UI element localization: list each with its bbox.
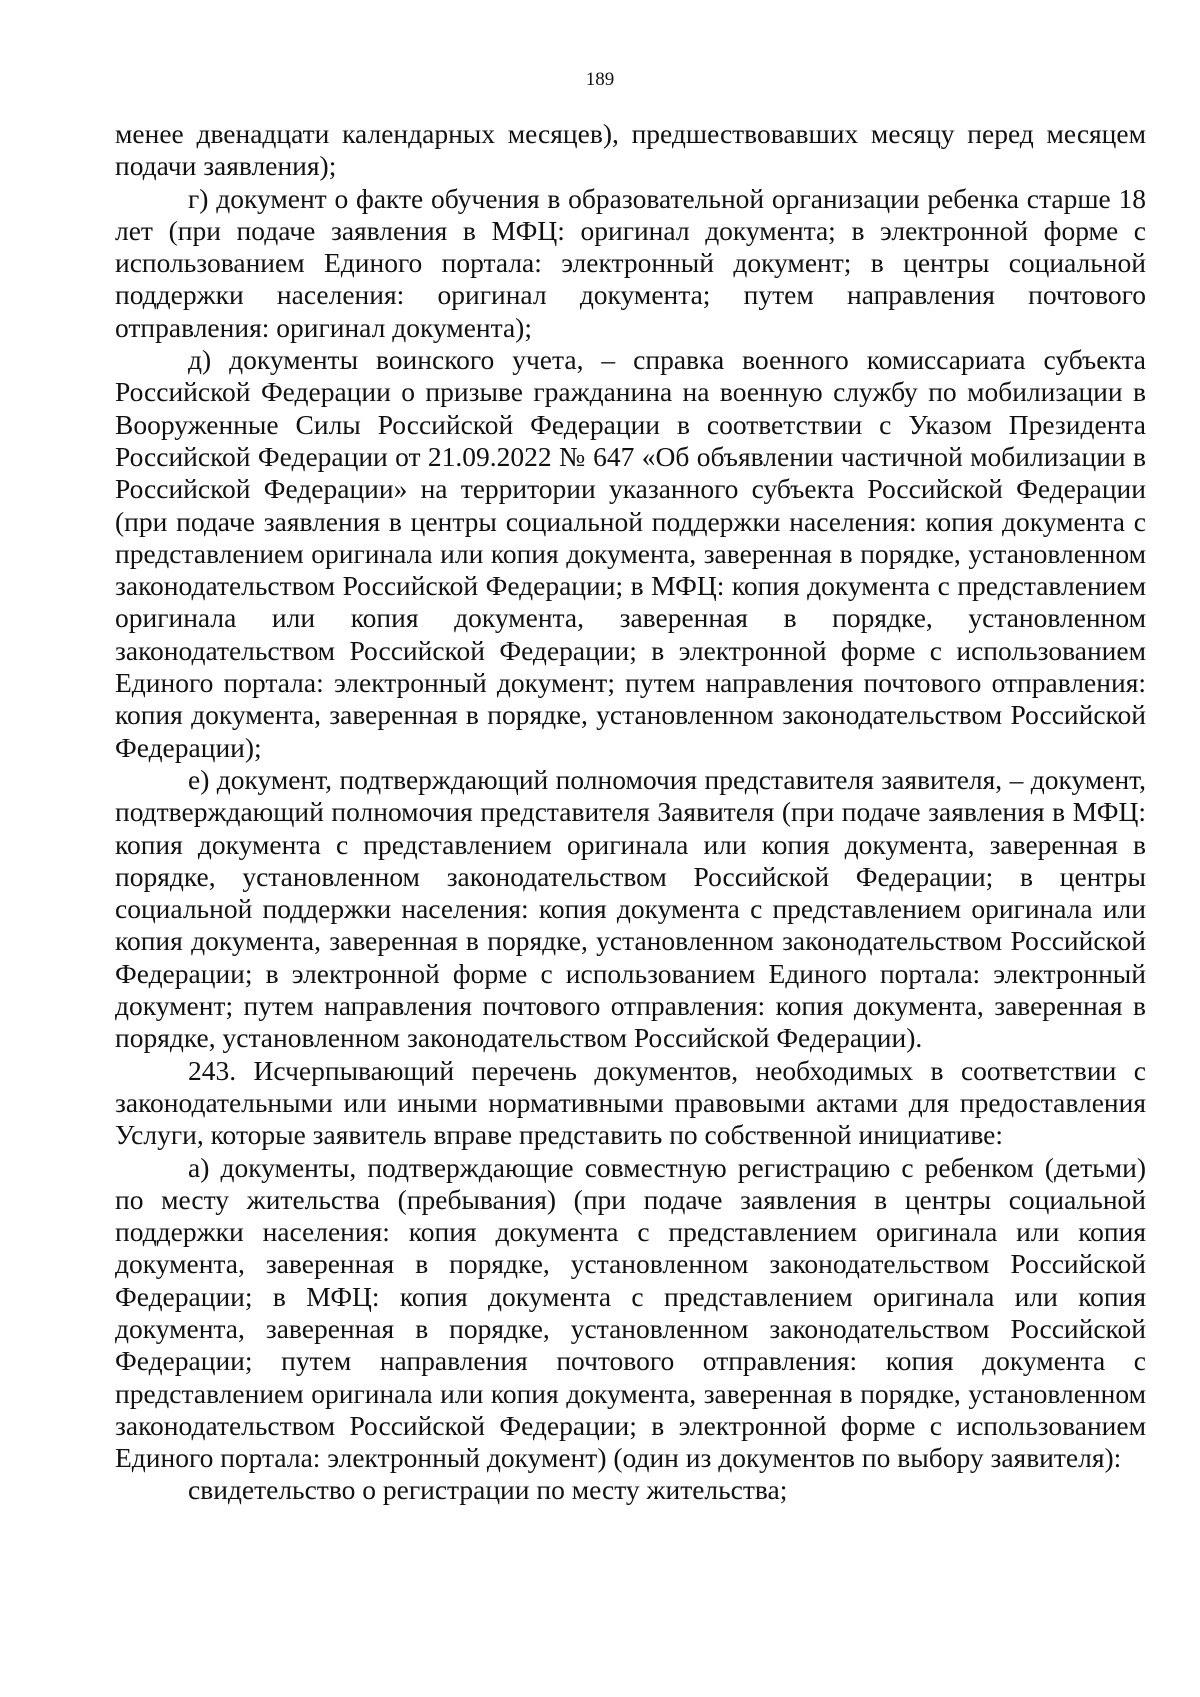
paragraph-list-entry: свидетельство о регистрации по месту жительства; xyxy=(188,1474,788,1506)
paragraph-continuation: менее двенадцати календарных месяцев), предшествовавших месяцу перед месяцем подачи заявления); xyxy=(115,118,1146,182)
document-body xyxy=(115,118,1146,1507)
paragraph-item-a: а) документы, подтверждающие совместную регистрацию с ребенком (детьми) по месту жительства (пребывания) (при подаче заявления в центры социальной поддержки населения: копия документа с представлением оригинала или копия документа, заверенная в порядке, установленном законодательством Российской Федерации; в МФЦ: копия документа с представлением оригинала или копия документа, заверенная в порядке, установленном законодательством Российской Федерации; путем направления почтового отправления: копия документа с представлением оригинала или копия документа, заверенная в порядке, установленном законодательством Российской Федерации; в электронной форме с использованием Единого портала: электронный документ) (один из документов по выбору заявителя): xyxy=(115,1151,1146,1474)
paragraph-item-d: д) документы воинского учета, – справка военного комиссариата субъекта Российской Федерации о призыве гражданина на военную службу по мобилизации в Вооруженные Силы Российской Федерации в соответствии с Указом Президента Российской Федерации от 21.09.2022 № 647 «Об объявлении частичной мобилизации в Российской Федерации» на территории указанного субъекта Российской Федерации (при подаче заявления в центры социальной поддержки населения: копия документа с представлением оригинала или копия документа, заверенная в порядке, установленном законодательством Российской Федерации; в МФЦ: копия документа с представлением оригинала или копия документа, заверенная в порядке, установленном законодательством Российской Федерации; в электронной форме с использованием Единого портала: электронный документ; путем направления почтового отправления: копия документа, заверенная в порядке, установленном законодательством Российской Федерации); xyxy=(115,344,1146,763)
paragraph-item-e: е) документ, подтверждающий полномочия представителя заявителя, – документ, подтверждающий полномочия представителя Заявителя (при подаче заявления в МФЦ: копия документа с представлением оригинала или копия документа, заверенная в порядке, установленном законодательством Российской Федерации; в центры социальной поддержки населения: копия документа с представлением оригинала или копия документа, заверенная в порядке, установленном законодательством Российской Федерации; в электронной форме с использованием Единого портала: электронный документ; путем направления почтового отправления: копия документа, заверенная в порядке, установленном законодательством Российской Федерации). xyxy=(115,763,1146,1054)
paragraph-item-g: г) документ о факте обучения в образовательной организации ребенка старше 18 лет (при подаче заявления в МФЦ: оригинал документа; в электронной форме с использованием Единого портала: электронный документ; в центры социальной поддержки населения: оригинал документа; путем направления почтового отправления: оригинал документа); xyxy=(115,182,1146,343)
page-number: 189 xyxy=(585,69,615,90)
paragraph-clause-243: 243. Исчерпывающий перечень документов, необходимых в соответствии с законодательными или иными нормативными правовыми актами для предоставления Услуги, которые заявитель вправе представить по собственной инициативе: xyxy=(115,1054,1146,1151)
